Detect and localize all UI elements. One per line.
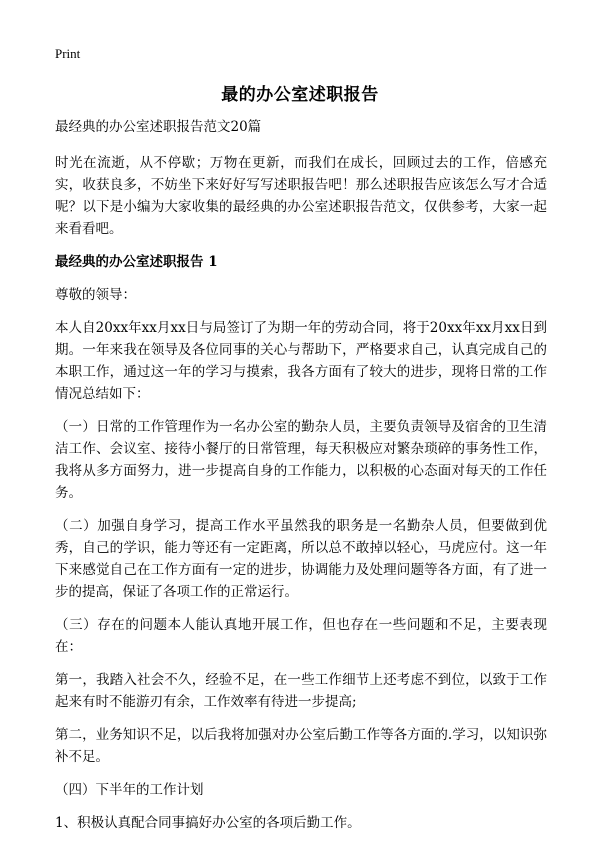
body-paragraph: 第二，业务知识不足，以后我将加强对办公室后勤工作等各方面的.学习，以知识弥补不足。 [55, 727, 547, 765]
body-paragraph: （四）下半年的工作计划 [55, 782, 204, 798]
body-paragraph: 本人自20xx年xx月xx日与局签订了为期一年的劳动合同，将于20xx年xx月xx日到期。一年来我在领导及各位同事的关心与帮助下，严格要求自己，认真完成自己的本职工作，通过这一年的学习与摸索，我各方面有了较大的进步，现将日常的工作情况总结如下： [55, 320, 547, 402]
salutation: 尊敬的领导： [55, 287, 136, 303]
body-paragraph: （二）加强自身学习，提高工作水平虽然我的职务是一名勤杂人员，但要做到优秀，自己的学识，能力等还有一定距离，所以总不敢掉以轻心，马虎应付。这一年下来感觉自己在工作方面有一定的进步，协调能力及处理问题等各方面，有了进一步的提高，保证了各项工作的正常运行。 [55, 518, 547, 600]
subtitle: 最经典的办公室述职报告范文20篇 [55, 119, 262, 135]
body-paragraph: （三）存在的问题本人能认真地开展工作，但也存在一些问题和不足，主要表现在： [55, 617, 547, 655]
document-body [55, 116, 547, 845]
body-paragraph: 1、积极认真配合同事搞好办公室的各项后勤工作。 [55, 815, 361, 831]
body-paragraph: （一）日常的工作管理作为一名办公室的勤杂人员，主要负责领导及宿舍的卫生清洁工作、会议室、接待小餐厅的日常管理，每天积极应对繁杂琐碎的事务性工作，我将从多方面努力，进一步提高自身的工作能力，以积极的心态面对每天的工作任务。 [55, 419, 547, 501]
intro-paragraph: 时光在流逝，从不停歇；万物在更新，而我们在成长，回顾过去的工作，倍感充实，收获良多，不妨坐下来好好写写述职报告吧！那么述职报告应该怎么写才合适呢？以下是小编为大家收集的最经典的办公室述职报告范文，仅供参考，大家一起来看看吧。 [55, 155, 547, 237]
section-heading: 最经典的办公室述职报告 1 [55, 254, 218, 270]
page-title: 最的办公室述职报告 [221, 85, 379, 105]
body-paragraph: 第一，我踏入社会不久，经验不足，在一些工作细节上还考虑不到位，以致于工作起来有时不能游刃有余，工作效率有待进一步提高; [55, 672, 547, 710]
print-link[interactable]: Print [55, 46, 81, 61]
